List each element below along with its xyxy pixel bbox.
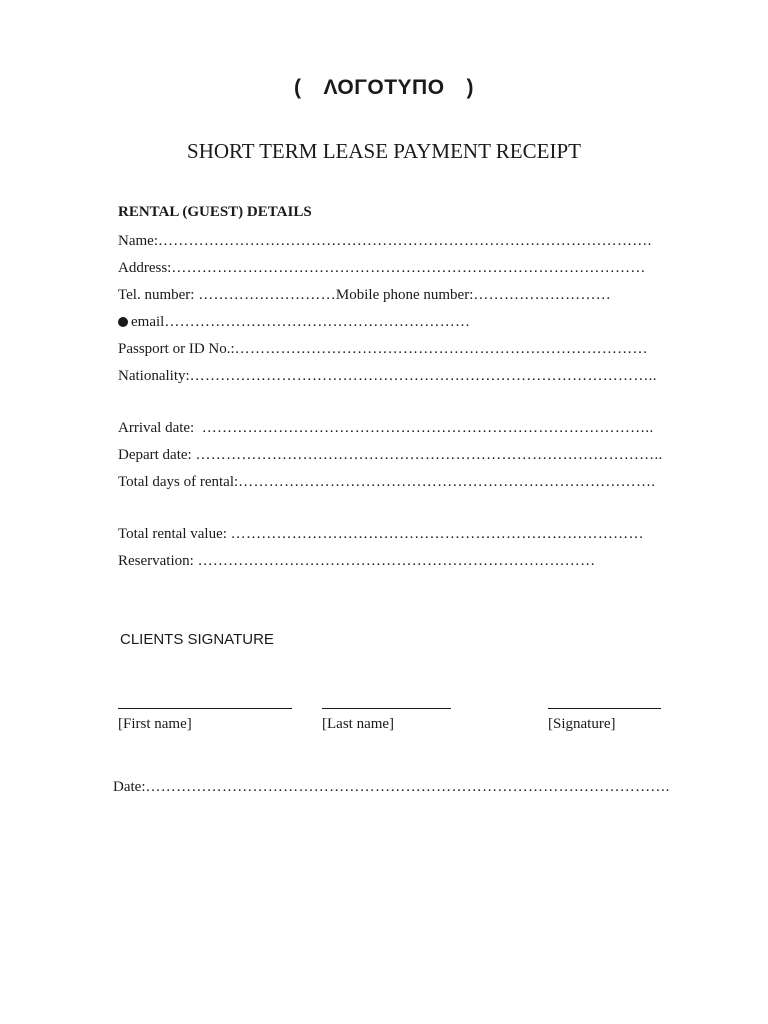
tel-field[interactable] [118,287,336,303]
logo-open-paren: ( [293,76,302,99]
total-days-field[interactable] [118,472,655,492]
logo-placeholder [0,76,768,100]
arrival-date-dots: …………………………………………………………………………….. [201,420,654,436]
clients-signature-heading: CLIENTS SIGNATURE [120,631,274,648]
email-bullet-icon [118,317,128,327]
first-name-line[interactable] [118,708,292,709]
logo-close-paren: ) [466,76,475,99]
total-days-label: Total days of rental: [118,474,239,490]
address-field[interactable] [118,258,646,278]
date-dots: …………………………………………………………………………………………. [145,779,670,795]
first-name-label: [First name] [118,716,192,732]
address-label: Address: [118,260,172,276]
date-field[interactable] [113,779,670,796]
mobile-dots: ……………………… [473,287,612,303]
passport-dots: ……………………………………………………………………… [234,341,648,357]
total-value-dots: ……………………………………………………………………… [230,526,644,542]
total-days-dots: ………………………………………………………………………. [238,474,656,490]
passport-label: Passport or ID No.: [118,341,235,357]
email-label: email [131,314,165,330]
date-label: Date: [113,779,146,795]
reservation-field[interactable] [118,551,595,571]
email-dots: …………………………………………………… [164,314,471,330]
last-name-label: [Last name] [322,716,395,732]
nationality-dots: ……………………………………………………………………………….. [189,368,657,384]
logo-text: ΛΟΓΟΤΥΠΟ [323,76,445,99]
document-title: SHORT TERM LEASE PAYMENT RECEIPT [187,139,581,163]
last-name-line[interactable] [322,708,451,709]
mobile-field[interactable] [336,287,611,303]
reservation-label: Reservation: [118,553,198,569]
name-field[interactable] [118,231,652,251]
signature-line[interactable] [548,708,661,709]
arrival-date-label: Arrival date: [118,420,202,436]
signature-label: [Signature] [548,716,616,732]
tel-dots: ……………………… [198,287,336,303]
depart-date-dots: ……………………………………………………………………………….. [195,447,663,463]
guest-details-heading: RENTAL (GUEST) DETAILS [118,204,312,220]
nationality-field[interactable] [118,366,657,386]
mobile-label: Mobile phone number: [335,287,474,303]
nationality-label: Nationality: [118,368,190,384]
passport-field[interactable] [118,339,648,359]
address-dots: ………………………………………………………………………………… [171,260,646,276]
depart-date-label: Depart date: [118,447,196,463]
name-label: Name: [118,233,158,249]
tel-label: Tel. number: [118,287,199,303]
phone-row [118,285,611,305]
total-value-label: Total rental value: [118,526,231,542]
reservation-dots: …………………………………………………………………… [197,553,596,569]
depart-date-field[interactable] [118,445,663,465]
name-dots: ……………………………………………………………………………………. [157,233,652,249]
email-field[interactable] [118,312,470,332]
total-value-field[interactable] [118,524,644,544]
arrival-date-field[interactable] [118,418,654,438]
